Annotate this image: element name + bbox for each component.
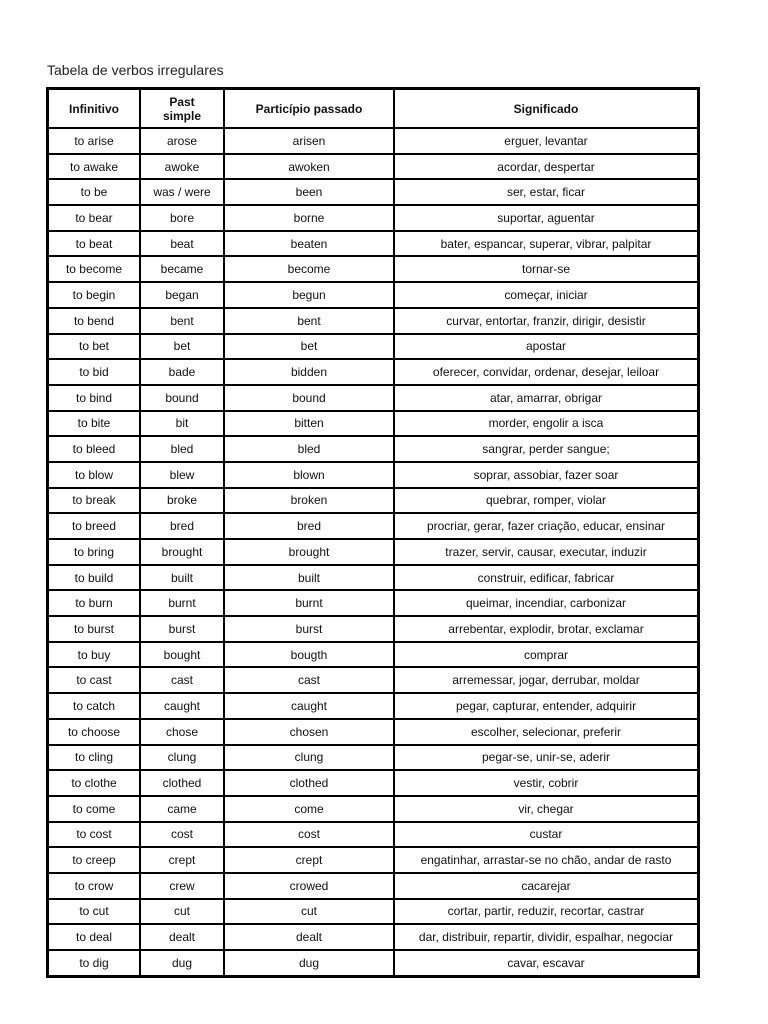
table-row [48, 256, 698, 282]
past-simple-cell: became [140, 256, 224, 282]
table-row [48, 488, 698, 514]
meaning-cell: escolher, selecionar, preferir [394, 719, 698, 745]
table-row [48, 231, 698, 257]
meaning-cell: erguer, levantar [394, 128, 698, 154]
past-participle-cell: crowed [224, 873, 394, 899]
past-participle-cell: bet [224, 334, 394, 360]
meaning-cell: vir, chegar [394, 796, 698, 822]
infinitive-cell: to build [48, 565, 140, 591]
past-participle-cell: begun [224, 282, 394, 308]
past-simple-cell: bade [140, 359, 224, 385]
past-simple-cell: began [140, 282, 224, 308]
infinitive-cell: to cut [48, 899, 140, 925]
meaning-cell: começar, iniciar [394, 282, 698, 308]
past-participle-cell: bled [224, 436, 394, 462]
past-participle-cell: been [224, 179, 394, 205]
infinitive-cell: to clothe [48, 770, 140, 796]
infinitive-cell: to bet [48, 334, 140, 360]
table-row [48, 590, 698, 616]
past-participle-cell: dug [224, 950, 394, 976]
infinitive-cell: to come [48, 796, 140, 822]
past-simple-cell: beat [140, 231, 224, 257]
infinitive-cell: to deal [48, 924, 140, 950]
past-participle-cell: arisen [224, 128, 394, 154]
meaning-cell: soprar, assobiar, fazer soar [394, 462, 698, 488]
past-simple-cell: built [140, 565, 224, 591]
table-row [48, 462, 698, 488]
past-participle-cell: chosen [224, 719, 394, 745]
meaning-cell: arrebentar, explodir, brotar, exclamar [394, 616, 698, 642]
past-simple-cell: chose [140, 719, 224, 745]
past-participle-cell: crept [224, 847, 394, 873]
past-simple-cell: dug [140, 950, 224, 976]
header-past-simple: Past simple [140, 89, 224, 128]
table-row [48, 205, 698, 231]
table-row [48, 385, 698, 411]
meaning-cell: comprar [394, 642, 698, 668]
table-row [48, 899, 698, 925]
past-simple-cell: clothed [140, 770, 224, 796]
infinitive-cell: to breed [48, 513, 140, 539]
past-simple-cell: burnt [140, 590, 224, 616]
meaning-cell: bater, espancar, superar, vibrar, palpitar [394, 231, 698, 257]
past-simple-cell: cast [140, 667, 224, 693]
meaning-cell: cortar, partir, reduzir, recortar, castrar [394, 899, 698, 925]
meaning-cell: dar, distribuir, repartir, dividir, espalhar, negociar [394, 924, 698, 950]
past-participle-cell: built [224, 565, 394, 591]
past-participle-cell: clung [224, 745, 394, 771]
past-participle-cell: come [224, 796, 394, 822]
table-row [48, 745, 698, 771]
meaning-cell: acordar, despertar [394, 154, 698, 180]
table-body [48, 128, 698, 976]
past-simple-cell: brought [140, 539, 224, 565]
infinitive-cell: to break [48, 488, 140, 514]
meaning-cell: construir, edificar, fabricar [394, 565, 698, 591]
table-row [48, 796, 698, 822]
infinitive-cell: to cling [48, 745, 140, 771]
irregular-verbs-table [46, 87, 700, 978]
infinitive-cell: to beat [48, 231, 140, 257]
table-row [48, 513, 698, 539]
header-significado: Significado [394, 89, 698, 128]
infinitive-cell: to awake [48, 154, 140, 180]
past-simple-cell: was / were [140, 179, 224, 205]
meaning-cell: custar [394, 822, 698, 848]
table-row [48, 539, 698, 565]
past-simple-cell: caught [140, 693, 224, 719]
past-simple-cell: bled [140, 436, 224, 462]
past-simple-cell: blew [140, 462, 224, 488]
table-row [48, 822, 698, 848]
past-simple-cell: bore [140, 205, 224, 231]
meaning-cell: trazer, servir, causar, executar, induzir [394, 539, 698, 565]
infinitive-cell: to become [48, 256, 140, 282]
infinitive-cell: to arise [48, 128, 140, 154]
past-simple-cell: cost [140, 822, 224, 848]
meaning-cell: pegar-se, unir-se, aderir [394, 745, 698, 771]
past-participle-cell: bidden [224, 359, 394, 385]
table-row [48, 359, 698, 385]
past-participle-cell: burnt [224, 590, 394, 616]
meaning-cell: pegar, capturar, entender, adquirir [394, 693, 698, 719]
meaning-cell: arremessar, jogar, derrubar, moldar [394, 667, 698, 693]
past-simple-cell: crew [140, 873, 224, 899]
infinitive-cell: to burst [48, 616, 140, 642]
table-row [48, 950, 698, 976]
infinitive-cell: to cost [48, 822, 140, 848]
past-participle-cell: brought [224, 539, 394, 565]
past-simple-cell: bound [140, 385, 224, 411]
meaning-cell: ser, estar, ficar [394, 179, 698, 205]
meaning-cell: vestir, cobrir [394, 770, 698, 796]
infinitive-cell: to crow [48, 873, 140, 899]
infinitive-cell: to bend [48, 308, 140, 334]
past-simple-cell: burst [140, 616, 224, 642]
table-row [48, 667, 698, 693]
past-simple-cell: dealt [140, 924, 224, 950]
table-row [48, 436, 698, 462]
infinitive-cell: to buy [48, 642, 140, 668]
infinitive-cell: to bite [48, 411, 140, 437]
past-participle-cell: blown [224, 462, 394, 488]
table-row [48, 565, 698, 591]
past-participle-cell: dealt [224, 924, 394, 950]
table-row [48, 770, 698, 796]
table-row [48, 642, 698, 668]
table-row [48, 924, 698, 950]
past-simple-cell: bought [140, 642, 224, 668]
table-row [48, 179, 698, 205]
meaning-cell: morder, engolir a isca [394, 411, 698, 437]
infinitive-cell: to choose [48, 719, 140, 745]
table-row [48, 847, 698, 873]
table-row [48, 693, 698, 719]
meaning-cell: engatinhar, arrastar-se no chão, andar de rasto [394, 847, 698, 873]
past-participle-cell: borne [224, 205, 394, 231]
past-participle-cell: bitten [224, 411, 394, 437]
meaning-cell: cavar, escavar [394, 950, 698, 976]
infinitive-cell: to dig [48, 950, 140, 976]
meaning-cell: apostar [394, 334, 698, 360]
table-row [48, 873, 698, 899]
past-participle-cell: bound [224, 385, 394, 411]
past-simple-cell: arose [140, 128, 224, 154]
infinitive-cell: to burn [48, 590, 140, 616]
past-participle-cell: broken [224, 488, 394, 514]
infinitive-cell: to cast [48, 667, 140, 693]
past-participle-cell: cast [224, 667, 394, 693]
infinitive-cell: to bind [48, 385, 140, 411]
infinitive-cell: to begin [48, 282, 140, 308]
past-participle-cell: burst [224, 616, 394, 642]
past-simple-cell: awoke [140, 154, 224, 180]
table-row [48, 128, 698, 154]
table-row [48, 308, 698, 334]
past-simple-cell: broke [140, 488, 224, 514]
meaning-cell: curvar, entortar, franzir, dirigir, desistir [394, 308, 698, 334]
past-simple-cell: bit [140, 411, 224, 437]
meaning-cell: quebrar, romper, violar [394, 488, 698, 514]
past-participle-cell: awoken [224, 154, 394, 180]
meaning-cell: tornar-se [394, 256, 698, 282]
table-row [48, 411, 698, 437]
table-row [48, 334, 698, 360]
past-simple-cell: came [140, 796, 224, 822]
past-simple-cell: bet [140, 334, 224, 360]
table-header-row [48, 89, 698, 128]
meaning-cell: cacarejar [394, 873, 698, 899]
infinitive-cell: to catch [48, 693, 140, 719]
past-participle-cell: become [224, 256, 394, 282]
past-participle-cell: beaten [224, 231, 394, 257]
past-simple-cell: bent [140, 308, 224, 334]
infinitive-cell: to bid [48, 359, 140, 385]
past-simple-cell: bred [140, 513, 224, 539]
infinitive-cell: to bleed [48, 436, 140, 462]
meaning-cell: sangrar, perder sangue; [394, 436, 698, 462]
past-participle-cell: bred [224, 513, 394, 539]
table-row [48, 154, 698, 180]
infinitive-cell: to bear [48, 205, 140, 231]
infinitive-cell: to blow [48, 462, 140, 488]
past-simple-cell: clung [140, 745, 224, 771]
past-participle-cell: cut [224, 899, 394, 925]
meaning-cell: atar, amarrar, obrigar [394, 385, 698, 411]
infinitive-cell: to bring [48, 539, 140, 565]
meaning-cell: queimar, incendiar, carbonizar [394, 590, 698, 616]
past-participle-cell: clothed [224, 770, 394, 796]
table-row [48, 719, 698, 745]
infinitive-cell: to creep [48, 847, 140, 873]
page-title: Tabela de verbos irregulares [47, 62, 224, 78]
table-row [48, 616, 698, 642]
past-simple-cell: cut [140, 899, 224, 925]
header-participio-passado: Particípio passado [224, 89, 394, 128]
meaning-cell: suportar, aguentar [394, 205, 698, 231]
infinitive-cell: to be [48, 179, 140, 205]
header-infinitivo: Infinitivo [48, 89, 140, 128]
past-participle-cell: caught [224, 693, 394, 719]
past-participle-cell: cost [224, 822, 394, 848]
table-row [48, 282, 698, 308]
meaning-cell: oferecer, convidar, ordenar, desejar, leiloar [394, 359, 698, 385]
past-simple-cell: crept [140, 847, 224, 873]
meaning-cell: procriar, gerar, fazer criação, educar, ensinar [394, 513, 698, 539]
past-participle-cell: bougth [224, 642, 394, 668]
past-participle-cell: bent [224, 308, 394, 334]
